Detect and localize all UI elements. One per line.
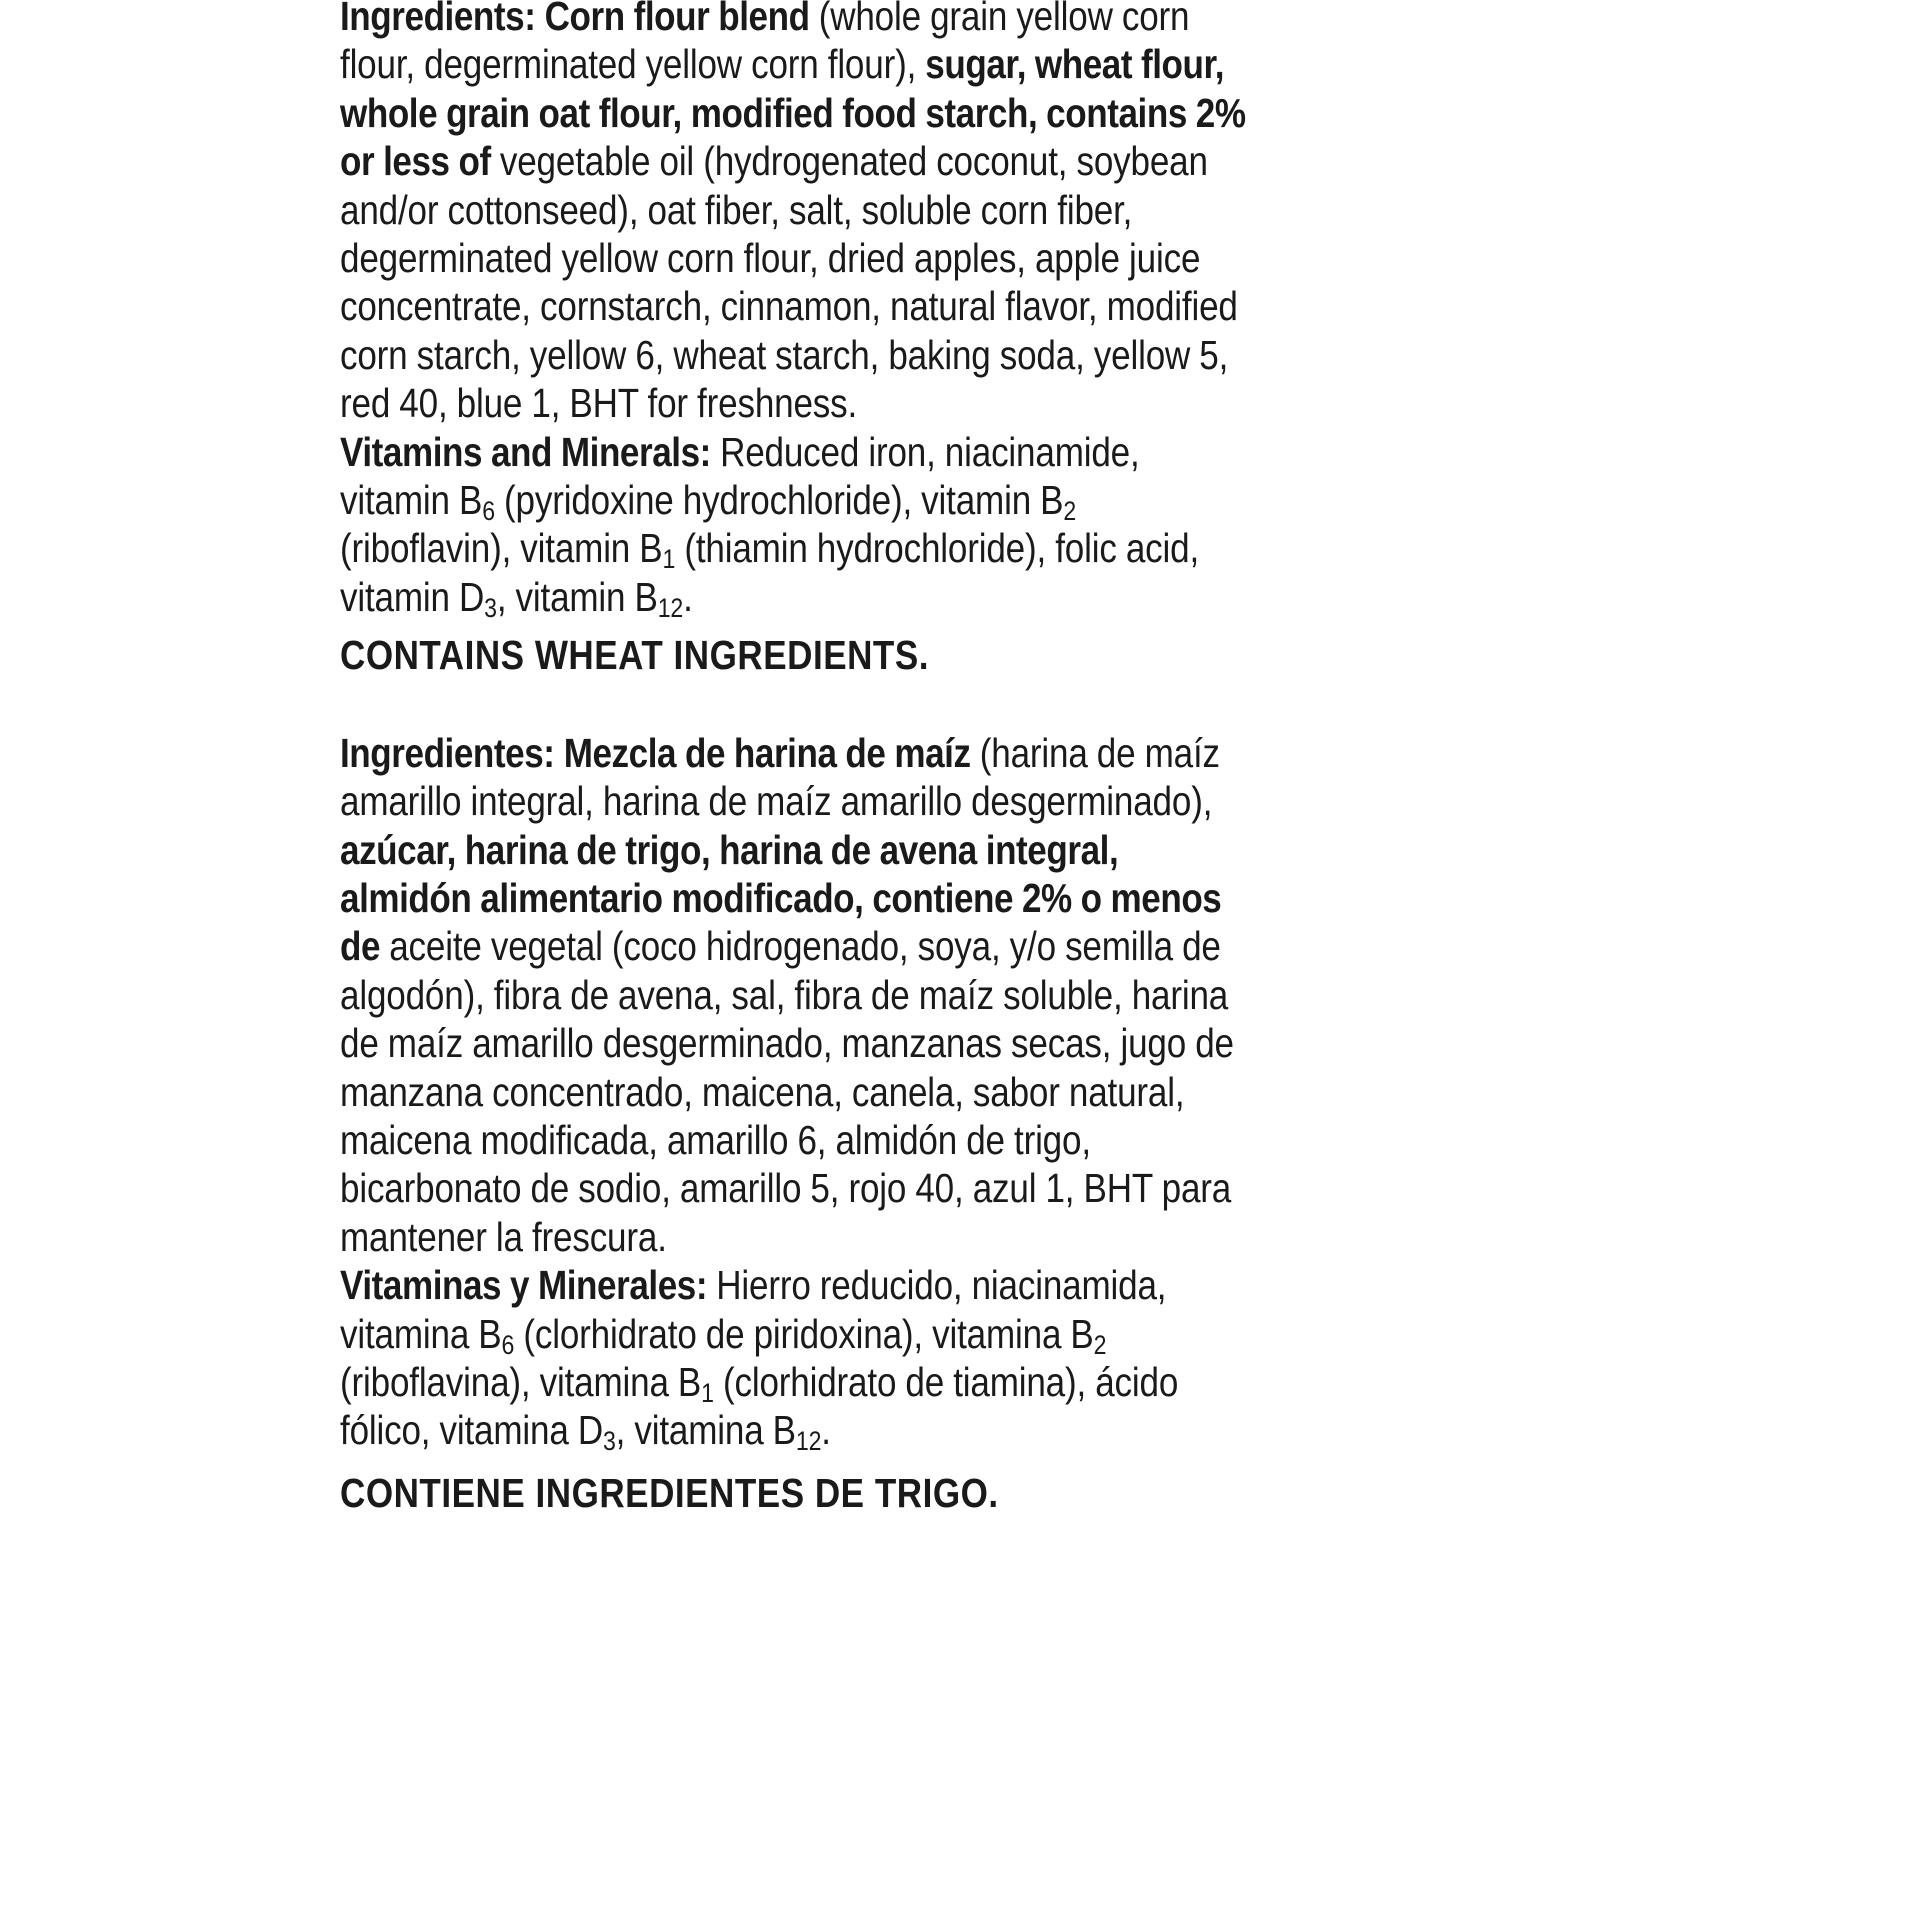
english-vitamins-body-f: . [683,573,693,620]
spacer-spanish-vitamins-to-allergen [340,1455,1250,1469]
spanish-vitamins-body-c: (riboflavina), vitamina B [340,1358,702,1405]
spanish-vitamin-b12-subscript: 12 [795,1426,822,1457]
english-vitamins-body-b: (pyridoxine hydrochloride), vitamin B [494,477,1064,524]
english-vitamin-d3-subscript: 3 [484,592,497,623]
spanish-ingredients-heading: Ingredientes: [340,729,555,776]
spanish-vitamin-b2-subscript: 2 [1093,1329,1107,1360]
english-vitamins-body-d: (thiamin hydrochloride), folic acid, vitamin D [340,525,1200,620]
english-vitamins-body-c: (riboflavin), vitamin B [340,525,663,572]
spanish-vitamin-b6-subscript: 6 [501,1329,515,1360]
english-ingredients-heading: Ingredients: [340,0,536,39]
spanish-vitamins-body-b: (clorhidrato de piridoxina), vitamina B [514,1310,1094,1357]
spanish-vitamins-heading: Vitaminas y Minerales: [340,1262,708,1309]
spanish-ingredients-space [555,730,564,776]
spacer-english-to-spanish [340,680,1250,729]
english-ingredients-body-2: vegetable oil (hydrogenated coconut, soybean and/or cottonseed), oat fiber, salt, soluble corn fiber, degerminated yellow corn flour, dried apples, apple juice concentrate, cornstarch, cinnamon, natural flavor, modified corn starch, yellow 6, wheat starch, baking soda, yellow 5, red 40, blue 1, BHT for freshness. [340,138,1238,427]
english-vitamins-body-e: , vitamin B [496,573,658,620]
spanish-ingredients-paragraph [340,729,1250,1261]
spanish-vitamins-paragraph [340,1261,1250,1455]
spanish-vitamin-d3-subscript: 3 [602,1426,616,1457]
spanish-ingredients-body-1: (harina de maíz amarillo integral, harina de maíz amarillo desgerminado), [340,729,1220,825]
english-ingredients-body-1: (whole grain yellow corn flour, degerminated yellow corn flour), [340,0,1190,88]
english-ingredients-bold-2: sugar, wheat flour, whole grain oat flour, modified food starch, contains 2% or less of [340,41,1246,185]
english-vitamin-b6-subscript: 6 [482,496,495,527]
english-vitamins-paragraph [340,428,1250,622]
english-ingredients-paragraph [340,0,1250,428]
spanish-ingredients-bold-2: azúcar, harina de trigo, harina de avena integral, almidón alimentario modificado, contiene 2% o menos de [340,826,1222,970]
english-ingredients-space [535,0,544,39]
english-vitamins-body-a: Reduced iron, niacinamide, vitamin B [340,428,1140,524]
spanish-vitamins-body-f: . [821,1407,831,1454]
english-vitamin-b2-subscript: 2 [1063,496,1077,527]
spanish-vitamins-body-e: , vitamina B [615,1407,796,1454]
spanish-ingredients-lead-bold: Mezcla de harina de maíz [563,729,971,776]
english-allergen-statement: CONTAINS WHEAT INGREDIENTS. [340,632,930,679]
spanish-vitamins-body-a: Hierro reducido, niacinamida, vitamina B [340,1262,1167,1357]
spanish-vitamins-body-d: (clorhidrato de tiamina), ácido fólico, vitamina D [340,1358,1179,1454]
spanish-allergen-statement: CONTIENE INGREDIENTES DE TRIGO. [340,1469,999,1516]
spanish-ingredients-body-2: aceite vegetal (coco hidrogenado, soya, y/o semilla de algodón), fibra de avena, sal, fibra de maíz soluble, harina de maíz amarillo desgerminado, manzanas secas, jugo de manzana concentrado, maicena, canela, sabor natural, maicena modificada, amarillo 6, almidón de trigo, bicarbonato de sodio, amarillo 5, rojo 40, azul 1, BHT para mantener la frescura. [340,923,1234,1260]
english-vitamin-b12-subscript: 12 [657,592,684,623]
spanish-vitamin-b1-subscript: 1 [701,1377,714,1408]
english-ingredients-lead-bold: Corn flour blend [544,0,810,39]
label-text-column [340,0,1250,1517]
english-vitamin-b1-subscript: 1 [662,544,676,575]
english-vitamins-heading: Vitamins and Minerals: [340,428,711,475]
spacer-english-vitamins-to-allergen [340,621,1250,631]
